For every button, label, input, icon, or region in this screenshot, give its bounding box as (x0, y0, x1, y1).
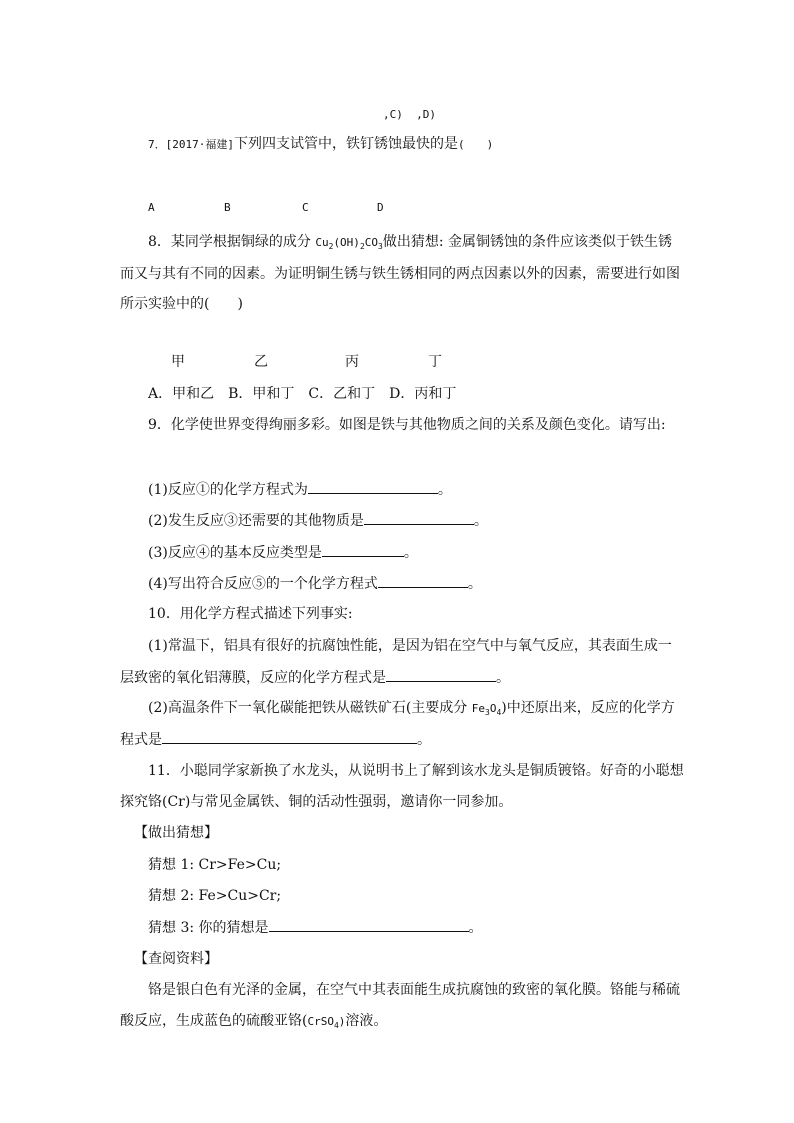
question-10-stem: 10．用化学方程式描述下列事实: (148, 606, 353, 622)
reference-line-1: 铬是银白色有光泽的金属，在空气中其表面能生成抗腐蚀的致密的氧化膜。铬能与稀硫 (148, 982, 680, 998)
question-7-text: 下列四支试管中，铁钉锈蚀最快的是 (233, 136, 458, 152)
section-heading-references: 【查阅资料】 (134, 951, 218, 967)
hypothesis-2: 猜想 2: Fe>Cu>Cr; (148, 888, 282, 904)
question-7-option-a: A (148, 201, 155, 214)
question-10-part-2-line-2: 程式是 。 (120, 732, 431, 748)
option-d-label: ,D) (416, 108, 436, 121)
magnetite-formula: $Fe_3O_4$ (471, 702, 502, 718)
answer-blank[interactable] (162, 730, 417, 744)
chromium-sulfate-formula: CrSO$_4$) (307, 1015, 346, 1031)
question-7 (148, 135, 493, 154)
question-7-option-b: B (224, 201, 231, 214)
answer-blank[interactable] (269, 918, 469, 932)
answer-blank[interactable] (378, 574, 468, 588)
question-7-number: 7． (148, 138, 166, 151)
answer-blank[interactable] (386, 668, 496, 682)
question-8-label-yi: 乙 (254, 354, 268, 370)
answer-blank[interactable] (322, 543, 404, 557)
question-9-part-3: (3)反应④的基本反应类型是 。 (148, 545, 418, 561)
answer-blank[interactable] (364, 511, 474, 525)
question-7-paren: ( ) (457, 138, 494, 151)
section-heading-hypothesis: 【做出猜想】 (134, 825, 218, 841)
question-8-label-bing: 丙 (345, 354, 359, 370)
hypothesis-3: 猜想 3: 你的猜想是 。 (148, 920, 483, 936)
question-8-text-b: 做出猜想: 金属铜锈蚀的条件应该类似于铁生锈 (382, 234, 673, 250)
question-7-option-c: C (302, 201, 309, 214)
question-9-stem: 9．化学使世界变得绚丽多彩。如图是铁与其他物质之间的关系及颜色变化。请写出: (148, 417, 666, 433)
question-8-label-jia: 甲 (171, 354, 185, 370)
question-8-label-ding: 丁 (428, 354, 442, 370)
question-8-formula: $Cu_2(OH)_2CO_3$ (315, 236, 383, 252)
option-labels-cd (383, 106, 436, 124)
question-9-part-2: (2)发生反应③还需要的其他物质是 。 (148, 513, 488, 529)
question-8-line-3: 所示实验中的( ) (120, 296, 243, 312)
answer-blank[interactable] (308, 480, 438, 494)
hypothesis-1: 猜想 1: Cr>Fe>Cu; (148, 857, 282, 873)
reference-line-2: 酸反应，生成蓝色的硫酸亚铬(CrSO$_4$)溶液。 (120, 1013, 388, 1031)
question-9-part-4: (4)写出符合反应⑤的一个化学方程式 。 (148, 576, 482, 592)
option-c-label: ,C) (383, 108, 403, 121)
question-9-part-1: (1)反应①的化学方程式为 。 (148, 482, 452, 498)
question-7-source: [2017·福建] (165, 138, 234, 151)
question-8-line-2: 而又与其有不同的因素。为证明铜生锈与铁生锈相同的两点因素以外的因素，需要进行如图 (120, 266, 680, 282)
question-10-part-1-line-1: (1)常温下，铝具有很好的抗腐蚀性能，是因为铝在空气中与氧气反应，其表面生成一 (148, 638, 672, 654)
question-10-part-1-line-2: 层致密的氧化铝薄膜，反应的化学方程式是 。 (120, 670, 510, 686)
question-8-choices: A．甲和乙 B．甲和丁 C．乙和丁 D．丙和丁 (148, 386, 457, 402)
question-11-line-2: 探究铬(Cr)与常见金属铁、铜的活动性强弱，邀请你一同参加。 (120, 794, 513, 810)
question-8-line-1 (148, 233, 672, 252)
question-10-part-2-line-1: (2)高温条件下一氧化碳能把铁从磁铁矿石(主要成分 $Fe_3O_4$)中还原出来，反应的化学方 (148, 700, 675, 718)
question-11-line-1: 11．小聪同学家新换了水龙头，从说明书上了解到该水龙头是铜质镀铬。好奇的小聪想 (148, 763, 684, 779)
question-7-option-d: D (377, 201, 384, 214)
question-8-text-a: 8．某同学根据铜绿的成分 (148, 234, 316, 250)
